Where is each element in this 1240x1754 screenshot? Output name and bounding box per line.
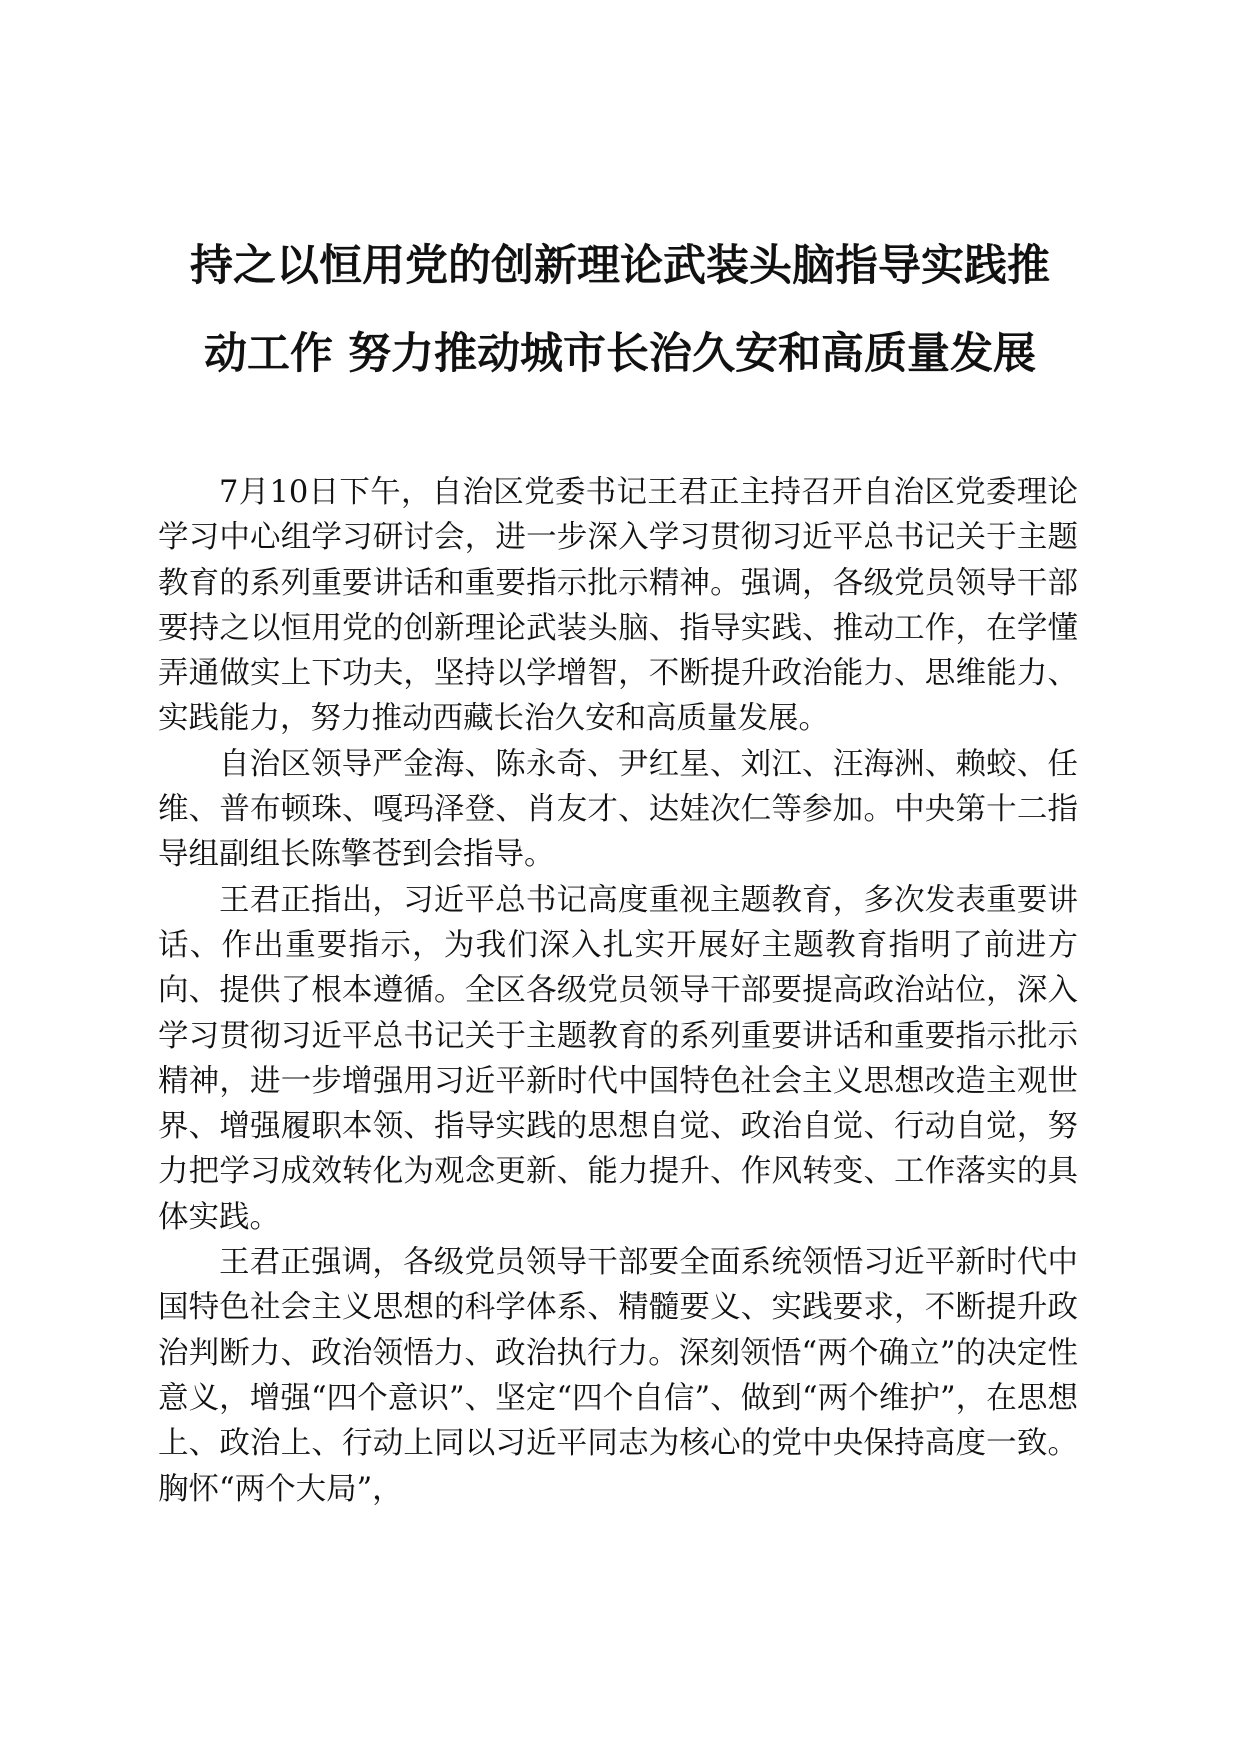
paragraph-3: 王君正指出，习近平总书记高度重视主题教育，多次发表重要讲话、作出重要指示，为我们深入扎实开展好主题教育指明了前进方向、提供了根本遵循。全区各级党员领导干部要提高政治站位，深入学习贯彻习近平总书记关于主题教育的系列重要讲话和重要指示批示精神，进一步增强用习近平新时代中国特色社会主义思想改造主观世界、增强履职本领、指导实践的思想自觉、政治自觉、行动自觉，努力把学习成效转化为观念更新、能力提升、作风转变、工作落实的具体实践。 [158,882,1078,1235]
document-title [140,222,1100,398]
title-line-2: 动工作 努力推动城市长治久安和高质量发展 [204,329,1036,379]
paragraph-4: 王君正强调，各级党员领导干部要全面系统领悟习近平新时代中国特色社会主义思想的科学体系、精髓要义、实践要求，不断提升政治判断力、政治领悟力、政治执行力。深刻领悟“两个确立”的决定性意义，增强“四个意识”、坚定“四个自信”、做到“两个维护”，在思想上、政治上、行动上同以习近平同志为核心的党中央保持高度一致。胸怀“两个大局”， [158,1245,1078,1507]
title-line-1: 持之以恒用党的创新理论武装头脑指导实践推 [190,241,1050,291]
paragraph-2: 自治区领导严金海、陈永奇、尹红星、刘江、汪海洲、赖蛟、任维、普布顿珠、嘎玛泽登、肖友才、达娃次仁等参加。中央第十二指导组副组长陈擎苍到会指导。 [158,746,1078,873]
article-body [158,470,1078,1512]
paragraph-1: 7月10日下午，自治区党委书记王君正主持召开自治区党委理论学习中心组学习研讨会，进一步深入学习贯彻习近平总书记关于主题教育的系列重要讲话和重要指示批示精神。强调，各级党员领导干部要持之以恒用党的创新理论武装头脑、指导实践、推动工作，在学懂弄通做实上下功夫，坚持以学增智，不断提升政治能力、思维能力、实践能力，努力推动西藏长治久安和高质量发展。 [158,475,1078,737]
